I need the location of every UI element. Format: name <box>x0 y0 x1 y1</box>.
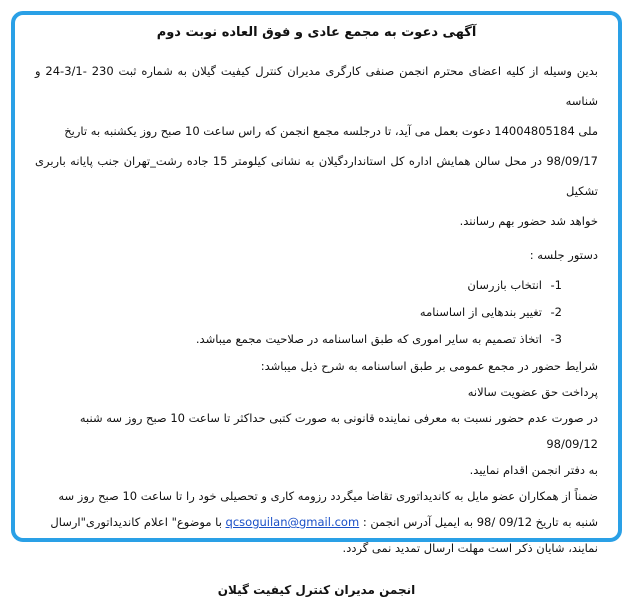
notice-title: آگهی دعوت به مجمع عادی و فوق العاده نوبت دوم <box>156 25 477 40</box>
intro-line-4: خواهد شد حضور بهم رسانند. <box>459 214 598 228</box>
email-link[interactable]: qcsoguilan@gmail.com <box>225 515 360 529</box>
intro-paragraph <box>35 56 598 236</box>
conditions-item: پرداخت حق عضویت سالانه <box>467 385 598 399</box>
intro-line-3: 98/09/17 در محل سالن همایش اداره کل استانداردگیلان به نشانی کیلومتر 15 جاده رشت_تهران جنب پایانه باربری تشکیل <box>35 154 598 198</box>
agenda-item: 2-تغییر بندهایی از اساسنامه <box>419 305 562 319</box>
notice-frame <box>11 11 622 597</box>
conditions-block <box>35 353 598 561</box>
conditions-heading: شرایط حضور در مجمع عمومی بر طبق اساسنامه به شرح ذیل میباشد: <box>260 359 598 373</box>
signature: انجمن مدیران کنترل کیفیت گیلان <box>217 583 416 597</box>
intro-line-1: بدین وسیله از کلیه اعضای محترم انجمن صنفی کارگری مدیران کنترل کیفیت گیلان به شماره ثبت 230 -3/1-24 و شناسه <box>35 64 598 108</box>
candidacy-line-3: نمایند، شایان ذکر است مهلت ارسال تمدید نمی گردد. <box>342 541 598 555</box>
agenda-list <box>35 272 598 353</box>
agenda-item: 3-اتخاذ تصمیم به سایر اموری که طبق اساسنامه در صلاحیت مجمع میباشد. <box>195 332 562 346</box>
agenda-heading: دستور جلسه : <box>529 248 598 262</box>
intro-line-2: ملی 14004805184 دعوت بعمل می آید، تا درجلسه مجمع انجمن که راس ساعت 10 صبح روز یکشنبه به تاریخ <box>64 124 598 138</box>
candidacy-line-1: ضمناً از همکاران عضو مایل به کاندیداتوری تقاضا میگردد رزومه کاری و تحصیلی خود را تا ساعت 10 صبح روز سه <box>58 489 598 503</box>
proxy-line-2: به دفتر انجمن اقدام نمایید. <box>469 463 598 477</box>
candidacy-line-2: شنبه به تاریخ 09/12 /98 به ایمیل آدرس انجمن : qcsoguilan@gmail.com با موضوع" اعلام کاندیداتوری"ارسال <box>50 515 598 529</box>
proxy-line-1: در صورت عدم حضور نسبت به معرفی نماینده قانونی به صورت کتبی حداکثر تا ساعت 10 صبح روز سه شنبه 98/09/12 <box>79 411 598 451</box>
agenda-item: 1-انتخاب بازرسان <box>467 278 562 292</box>
